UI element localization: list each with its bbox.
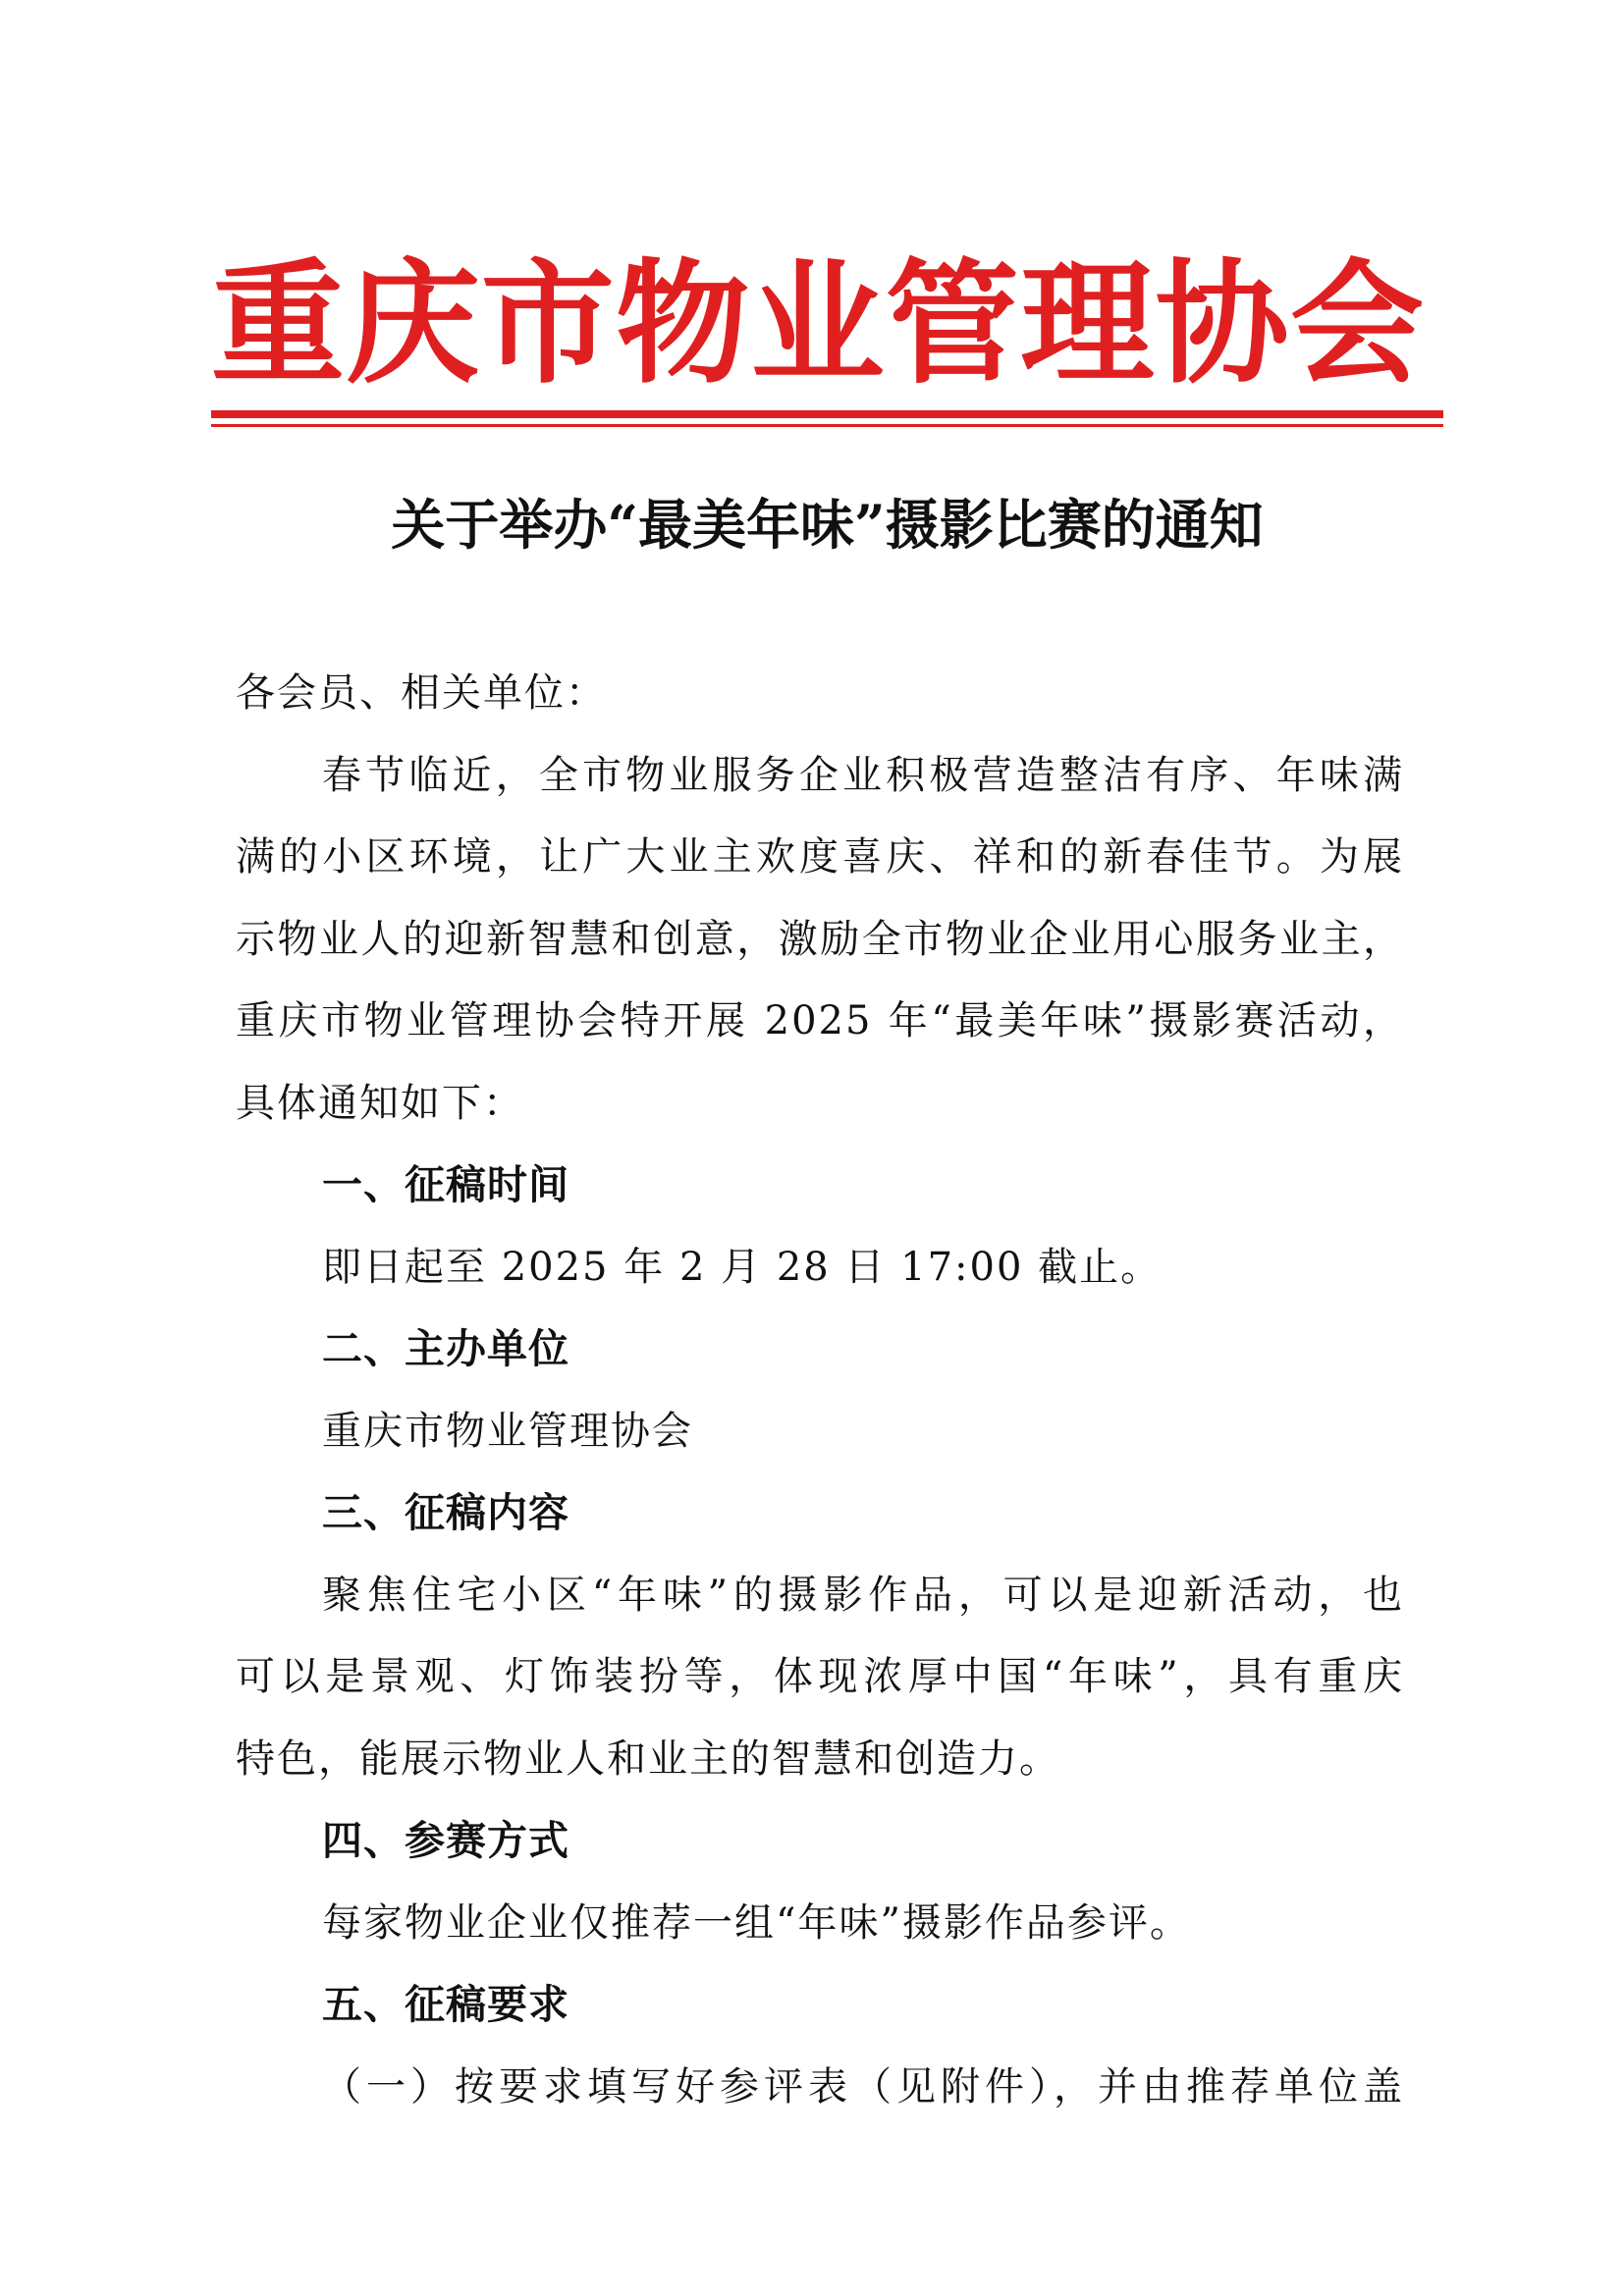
masthead-char: 重 bbox=[211, 245, 345, 402]
masthead-char: 业 bbox=[750, 245, 885, 402]
masthead-char: 管 bbox=[885, 245, 1019, 402]
masthead-char: 市 bbox=[480, 245, 615, 402]
masthead-char: 会 bbox=[1290, 245, 1424, 402]
document-body bbox=[236, 653, 1404, 2128]
paragraph-line: 每家物业企业仅推荐一组“年味”摄影作品参评。 bbox=[322, 1899, 1191, 1946]
paragraph-line: 春节临近，全市物业服务企业积极营造整洁有序、年味满 bbox=[322, 752, 1404, 798]
paragraph-line: 重庆市物业管理协会 bbox=[322, 1408, 693, 1454]
paragraph-line: 具体通知如下： bbox=[236, 1080, 524, 1126]
paragraph-line: 聚焦住宅小区“年味”的摄影作品，可以是迎新活动，也 bbox=[322, 1572, 1404, 1618]
paragraph-line: 可以是景观、灯饰装扮等，体现浓厚中国“年味”，具有重庆 bbox=[236, 1654, 1404, 1699]
section-heading: 一、征稿时间 bbox=[322, 1161, 569, 1208]
paragraph-line: （一）按要求填写好参评表（见附件），并由推荐单位盖 bbox=[322, 2063, 1404, 2109]
masthead-char: 理 bbox=[1020, 245, 1155, 402]
document-title: 关于举办“最美年味”摄影比赛的通知 bbox=[391, 493, 1264, 557]
paragraph-line: 满的小区环境，让广大业主欢度喜庆、祥和的新春佳节。为展 bbox=[236, 834, 1404, 880]
masthead-char: 庆 bbox=[346, 245, 480, 402]
paragraph-line: 即日起至 2025 年 2 月 28 日 17:00 截止。 bbox=[322, 1244, 1163, 1290]
paragraph-line: 特色，能展示物业人和业主的智慧和创造力。 bbox=[236, 1735, 1060, 1782]
salutation: 各会员、相关单位： bbox=[236, 670, 607, 716]
masthead-rule-thick bbox=[211, 410, 1443, 418]
masthead-char: 物 bbox=[616, 245, 750, 402]
section-heading: 三、征稿内容 bbox=[322, 1489, 569, 1536]
paragraph-line: 重庆市物业管理协会特开展 2025 年“最美年味”摄影赛活动， bbox=[236, 998, 1404, 1043]
section-heading: 二、主办单位 bbox=[322, 1325, 569, 1372]
masthead-rule-thin bbox=[211, 424, 1443, 427]
masthead bbox=[211, 245, 1424, 402]
section-heading: 五、征稿要求 bbox=[322, 1981, 569, 2028]
paragraph-line: 示物业人的迎新智慧和创意，激励全市物业企业用心服务业主， bbox=[236, 916, 1404, 962]
masthead-char: 协 bbox=[1155, 245, 1289, 402]
section-heading: 四、参赛方式 bbox=[322, 1817, 569, 1864]
